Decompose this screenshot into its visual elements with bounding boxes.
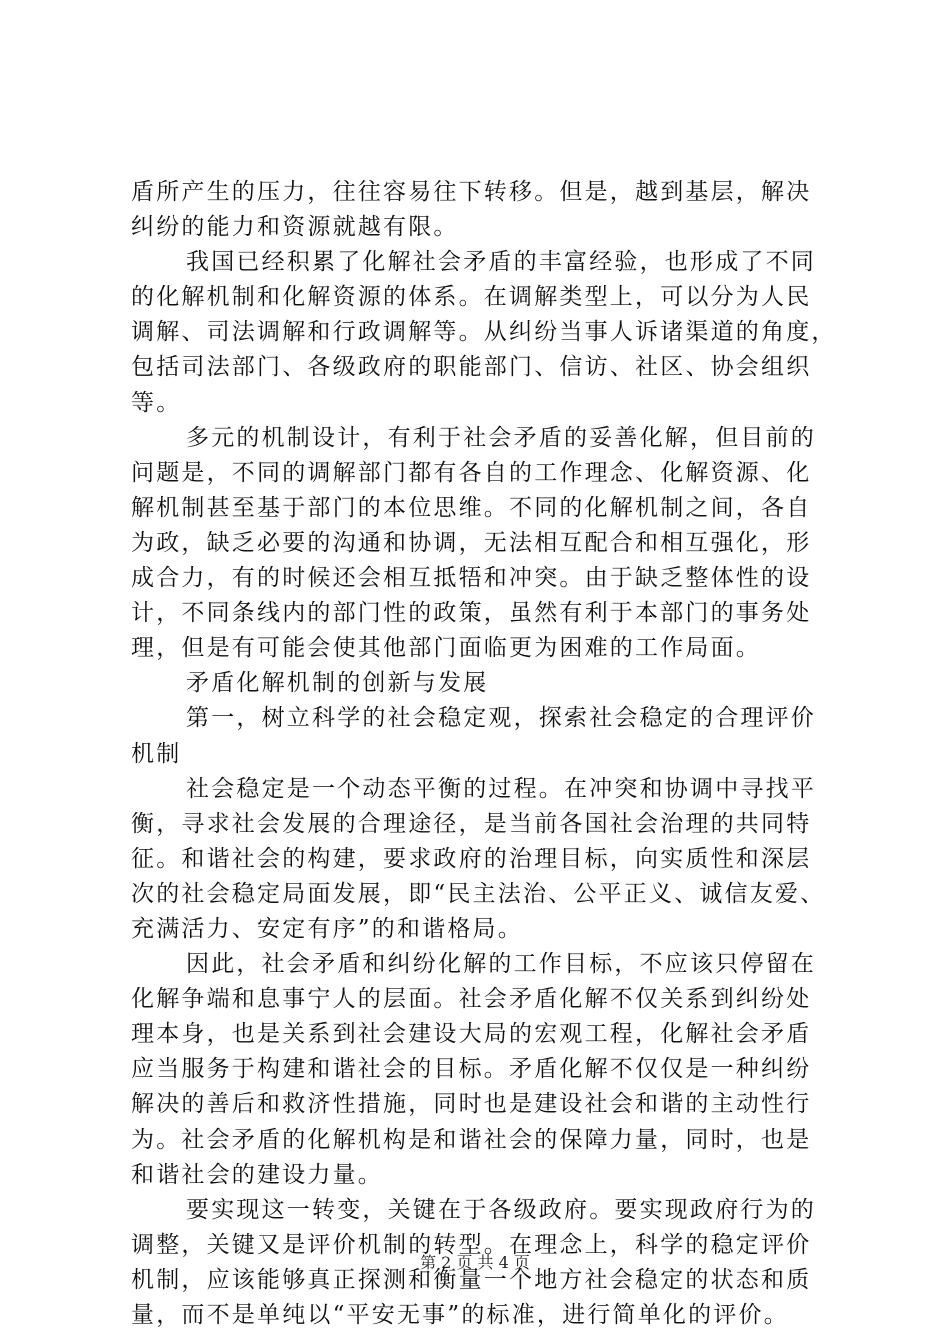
text-line: 量，而不是单纯以“平安无事”的标准，进行简单化的评价。 <box>131 1302 789 1328</box>
text-line: 盾所产生的压力，往往容易往下转移。但是，越到基层，解决 <box>131 179 812 205</box>
text-line: 征。和谐社会的构建，要求政府的治理目标，向实质性和深层 <box>131 845 812 872</box>
text-line: 要实现这一转变，关键在于各级政府。要实现政府行为的 <box>186 1196 816 1223</box>
text-line: 化解争端和息事宁人的层面。社会矛盾化解不仅关系到纠纷处 <box>131 986 812 1013</box>
page-number-indicator: 第 2 页 共 4 页 <box>420 1253 530 1272</box>
text-line: 问题是，不同的调解部门都有各自的工作理念、化解资源、化 <box>131 459 812 486</box>
text-line: 等。 <box>131 389 182 416</box>
text-line: 为。社会矛盾的化解机构是和谐社会的保障力量，同时，也是 <box>131 1126 812 1153</box>
text-line: 次的社会稳定局面发展，即“民主法治、公平正义、诚信友爱、 <box>131 880 826 907</box>
document-body <box>131 175 837 1333</box>
text-line: 充满活力、安定有序”的和谐格局。 <box>131 915 523 942</box>
text-line: 和谐社会的建设力量。 <box>131 1161 383 1188</box>
text-line: 第一，树立科学的社会稳定观，探索社会稳定的合理评价 <box>186 705 816 732</box>
text-line: 计，不同条线内的部门性的政策，虽然有利于本部门的事务处 <box>131 600 812 627</box>
text-line: 社会稳定是一个动态平衡的过程。在冲突和协调中寻找平 <box>186 775 816 802</box>
text-line: 调整，关键又是评价机制的转型。在理念上，科学的稳定评价 <box>131 1231 812 1258</box>
text-line: 的化解机制和化解资源的体系。在调解类型上，可以分为人民 <box>131 284 812 311</box>
text-line: 衡，寻求社会发展的合理途径，是当前各国社会治理的共同特 <box>131 810 812 837</box>
text-line: 理本身，也是关系到社会建设大局的宏观工程，化解社会矛盾 <box>131 1021 812 1048</box>
text-line: 成合力，有的时候还会相互抵牾和冲突。由于缺乏整体性的设 <box>131 565 812 592</box>
text-line: 应当服务于构建和谐社会的目标。矛盾化解不仅仅是一种纠纷 <box>131 1056 812 1083</box>
text-line: 纠纷的能力和资源就越有限。 <box>131 214 459 241</box>
text-line: 因此，社会矛盾和纠纷化解的工作目标，不应该只停留在 <box>186 951 816 978</box>
text-line: 解机制甚至基于部门的本位思维。不同的化解机制之间，各自 <box>131 494 812 521</box>
text-line: 调解、司法调解和行政调解等。从纠纷当事人诉诸渠道的角度， <box>131 319 837 346</box>
text-line: 解决的善后和救济性措施，同时也是建设社会和谐的主动性行 <box>131 1091 812 1118</box>
page-footer <box>0 1250 950 1273</box>
text-line: 机制 <box>131 740 182 767</box>
text-line: 包括司法部门、各级政府的职能部门、信访、社区、协会组织 <box>131 354 812 381</box>
text-line: 机制，应该能够真正探测和衡量一个地方社会稳定的状态和质 <box>131 1266 812 1293</box>
text-line: 矛盾化解机制的创新与发展 <box>186 670 489 697</box>
text-line: 我国已经积累了化解社会矛盾的丰富经验，也形成了不同 <box>186 249 816 276</box>
text-line: 理，但是有可能会使其他部门面临更为困难的工作局面。 <box>131 635 761 662</box>
text-line: 多元的机制设计，有利于社会矛盾的妥善化解，但目前的 <box>186 424 816 451</box>
text-line: 为政，缺乏必要的沟通和协调，无法相互配合和相互强化，形 <box>131 529 812 556</box>
